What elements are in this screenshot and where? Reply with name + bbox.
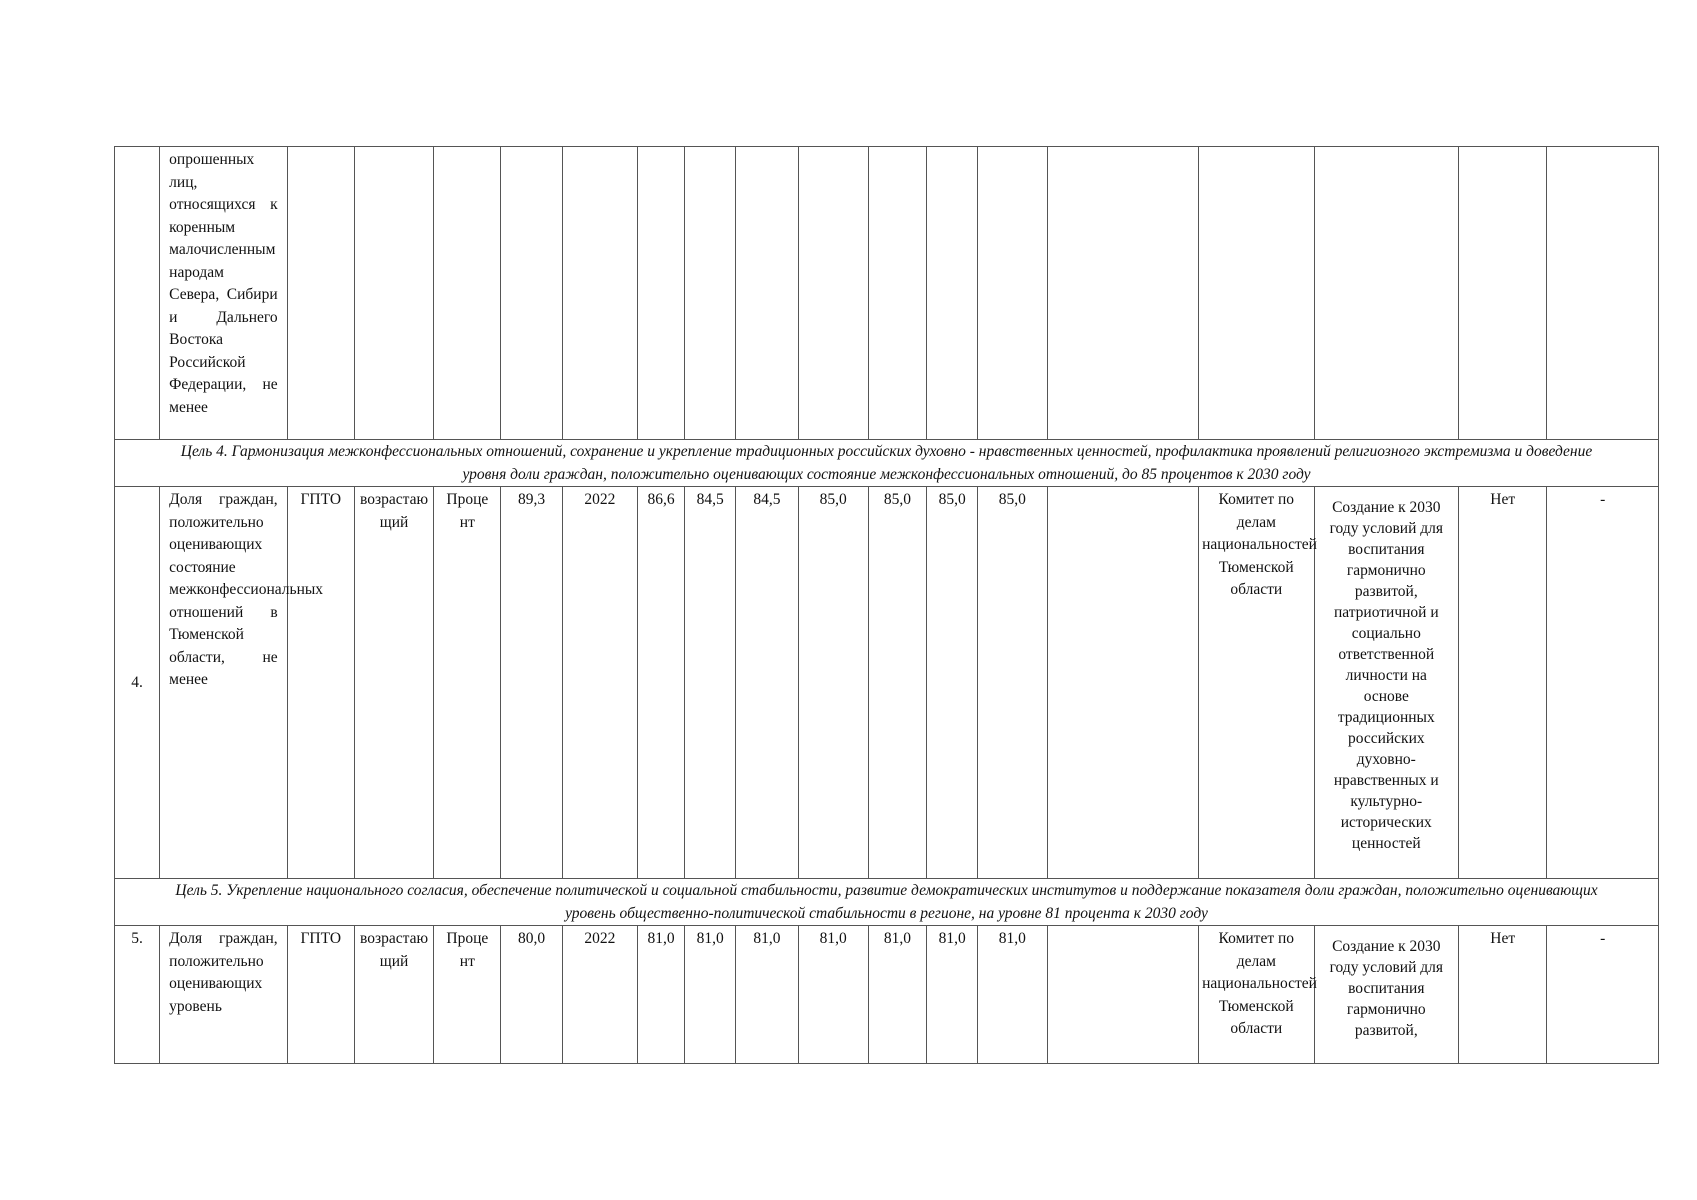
value-cell-4: 85,0 <box>798 487 868 879</box>
value-cell-1: 86,6 <box>637 487 684 879</box>
level-cell: ГПТО <box>287 487 354 879</box>
value-cell-6: 85,0 <box>927 487 978 879</box>
base-value-cell: 89,3 <box>501 487 562 879</box>
value-cell-5: 81,0 <box>868 926 926 1064</box>
base-year-cell: 2022 <box>562 926 637 1064</box>
table-row <box>115 487 1659 879</box>
row-num-cell <box>115 147 160 440</box>
link-cell: Создание к 2030 году условий для воспитания гармонично развитой, <box>1314 926 1459 1064</box>
indicator-name-cell: опрошенных лиц, относящихся к коренным малочисленным народам Севера, Сибири и Дальнего Востока Российской Федерации, не менее <box>160 147 287 440</box>
table-row <box>115 926 1659 1064</box>
unit-cell: Процент <box>434 926 501 1064</box>
gis-cell: Нет <box>1459 487 1547 879</box>
value-cell-7: 85,0 <box>978 487 1047 879</box>
indicator-name-cell: Доля граждан, положительно оценивающих состояние межконфессиональных отношений в Тюменской области, не менее <box>160 487 287 879</box>
link-cell: Создание к 2030 году условий для воспитания гармонично развитой, патриотичной и социально ответственной личности на основе традиционных российских духовно-нравственных и культурно-исторических ценностей <box>1314 487 1459 879</box>
gis-cell: Нет <box>1459 926 1547 1064</box>
base-year-cell: 2022 <box>562 487 637 879</box>
value-cell-5: 85,0 <box>868 487 926 879</box>
responsible-cell: Комитет по делам национальностей Тюменской области <box>1199 926 1314 1064</box>
indicators-table <box>114 146 1659 1064</box>
goal-row <box>115 879 1659 926</box>
responsible-cell: Комитет по делам национальностей Тюменской области <box>1199 487 1314 879</box>
extra-cell: - <box>1547 926 1659 1064</box>
base-value-cell: 80,0 <box>501 926 562 1064</box>
value-cell-3: 81,0 <box>736 926 798 1064</box>
row-num-cell: 4. <box>115 487 160 879</box>
goal-4-text: Цель 4. Гармонизация межконфессиональных отношений, сохранение и укрепление традиционных российских духовно - нравственных ценностей, профилактика проявлений религиозного экстремизма и доведение уровня доли граждан, положительно оценивающих состояние межконфессиональных отношений, до 85 процентов к 2030 году <box>115 440 1659 487</box>
document-cell <box>1047 487 1199 879</box>
value-cell-2: 81,0 <box>685 926 736 1064</box>
trend-cell: возрастающий <box>354 926 433 1064</box>
unit-cell: Процент <box>434 487 501 879</box>
table-row <box>115 147 1659 440</box>
value-cell-4: 81,0 <box>798 926 868 1064</box>
value-cell-6: 81,0 <box>927 926 978 1064</box>
indicator-name-cell: Доля граждан, положительно оценивающих уровень <box>160 926 287 1064</box>
row-num-cell: 5. <box>115 926 160 1064</box>
value-cell-3: 84,5 <box>736 487 798 879</box>
value-cell-7: 81,0 <box>978 926 1047 1064</box>
goal-row <box>115 440 1659 487</box>
level-cell: ГПТО <box>287 926 354 1064</box>
extra-cell: - <box>1547 487 1659 879</box>
trend-cell: возрастающий <box>354 487 433 879</box>
document-cell <box>1047 926 1199 1064</box>
goal-5-text: Цель 5. Укрепление национального согласия, обеспечение политической и социальной стабильности, развитие демократических институтов и поддержание показателя доли граждан, положительно оценивающих уровень общественно-политической стабильности в регионе, на уровне 81 процента к 2030 году <box>115 879 1659 926</box>
value-cell-1: 81,0 <box>637 926 684 1064</box>
value-cell-2: 84,5 <box>685 487 736 879</box>
